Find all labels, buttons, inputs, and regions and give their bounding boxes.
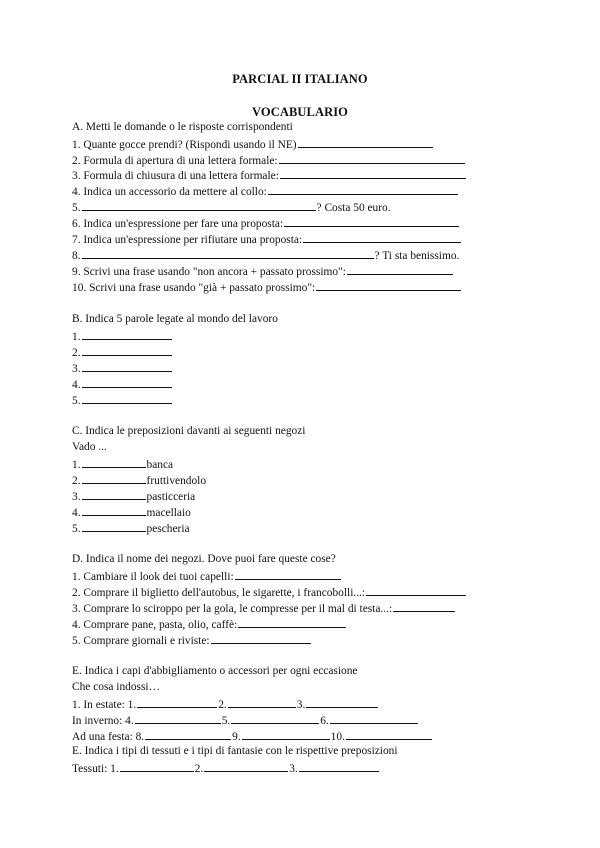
answer-blank[interactable] (82, 328, 172, 340)
answer-blank[interactable] (306, 696, 378, 708)
answer-blank[interactable] (330, 712, 418, 724)
section-a-heading: A. Metti le domande o le risposte corrispondenti (72, 121, 293, 133)
answer-blank[interactable] (135, 712, 221, 724)
question-d5: 5. Comprare giornali e riviste: (72, 632, 312, 649)
question-a6: 6. Indica un'espressione per fare una proposta: (72, 215, 460, 232)
question-e-tessuti: Tessuti: 1. 2. 3. (72, 760, 380, 777)
answer-blank[interactable] (82, 247, 374, 259)
answer-blank[interactable] (366, 584, 466, 596)
answer-blank[interactable] (82, 520, 146, 532)
answer-blank[interactable] (82, 392, 172, 404)
answer-blank[interactable] (284, 215, 459, 227)
question-a10: 10. Scrivi una frase usando "già + passato prossimo": (72, 279, 462, 296)
answer-blank[interactable] (228, 696, 296, 708)
list-item: 2. (72, 344, 173, 361)
answer-blank[interactable] (82, 360, 172, 372)
question-d1: 1. Cambiare il look dei tuoi capelli: (72, 568, 342, 585)
answer-blank[interactable] (82, 488, 146, 500)
answer-blank[interactable] (137, 696, 217, 708)
answer-blank[interactable] (238, 616, 346, 628)
answer-blank[interactable] (82, 199, 316, 211)
question-d4: 4. Comprare pane, pasta, olio, caffè: (72, 616, 347, 633)
list-item: 1. banca (72, 456, 173, 473)
answer-blank[interactable] (346, 728, 432, 740)
question-a2: 2. Formula di apertura di una lettera formale: (72, 152, 466, 169)
question-a5: 5. ? Costa 50 euro. (72, 199, 391, 216)
section-b-heading: B. Indica 5 parole legate al mondo del lavoro (72, 313, 278, 325)
answer-blank[interactable] (82, 504, 146, 516)
list-item: 5. (72, 392, 173, 409)
answer-blank[interactable] (299, 760, 379, 772)
list-item: 3. (72, 360, 173, 377)
question-d2: 2. Comprare il biglietto dell'autobus, le sigarette, i francobolli...: (72, 584, 467, 601)
answer-blank[interactable] (82, 456, 146, 468)
answer-blank[interactable] (120, 760, 194, 772)
list-item: 1. (72, 328, 173, 345)
answer-blank[interactable] (211, 632, 311, 644)
question-e-inverno: In inverno: 4. 5. 6. (72, 712, 419, 729)
list-item: 2. fruttivendolo (72, 472, 206, 489)
answer-blank[interactable] (242, 728, 330, 740)
answer-blank[interactable] (82, 376, 172, 388)
answer-blank[interactable] (279, 152, 465, 164)
question-a7: 7. Indica un'espressione per rifiutare una proposta: (72, 231, 462, 248)
answer-blank[interactable] (204, 760, 288, 772)
section-c-intro: Vado ... (72, 441, 107, 453)
section-c-heading: C. Indica le preposizioni davanti ai seguenti negozi (72, 425, 306, 437)
page-title: PARCIAL II ITALIANO (232, 72, 368, 86)
list-item: 3. pasticceria (72, 488, 195, 505)
answer-blank[interactable] (280, 167, 466, 179)
answer-blank[interactable] (145, 728, 231, 740)
question-a3: 3. Formula di chiusura di una lettera formale: (72, 167, 467, 184)
answer-blank[interactable] (268, 183, 458, 195)
section-e-heading: E. Indica i capi d'abbigliamento o accessori per ogni eccasione (72, 665, 358, 677)
question-d3: 3. Comprare lo sciroppo per la gola, le compresse per il mal di testa...: (72, 600, 456, 617)
answer-blank[interactable] (298, 136, 433, 148)
answer-blank[interactable] (303, 231, 461, 243)
list-item: 4. macellaio (72, 504, 191, 521)
list-item: 4. (72, 376, 173, 393)
answer-blank[interactable] (393, 600, 455, 612)
answer-blank[interactable] (231, 712, 319, 724)
answer-blank[interactable] (316, 279, 461, 291)
section-d-heading: D. Indica il nome dei negozi. Dove puoi fare queste cose? (72, 553, 336, 565)
question-a9: 9. Scrivi una frase usando "non ancora + passato prossimo": (72, 263, 454, 280)
question-e-festa: Ad una festa: 8. 9. 10. (72, 728, 433, 745)
list-item: 5. pescheria (72, 520, 190, 537)
question-a4: 4. Indica un accessorio da mettere al collo: (72, 183, 459, 200)
section-e-intro: Che cosa indossi… (72, 681, 160, 693)
question-a8: 8. ? Ti sta benissimo. (72, 247, 459, 264)
question-a1: 1. Quante gocce prendi? (Rispondi usando il NE) (72, 136, 434, 153)
answer-blank[interactable] (235, 568, 341, 580)
question-e-estate: 1. In estate: 1. 2. 3. (72, 696, 379, 713)
answer-blank[interactable] (347, 263, 453, 275)
section-title: VOCABULARIO (252, 105, 348, 119)
answer-blank[interactable] (82, 472, 146, 484)
section-e2-heading: E. Indica i tipi di tessuti e i tipi di fantasie con le rispettive preposizioni (72, 745, 398, 757)
answer-blank[interactable] (82, 344, 172, 356)
